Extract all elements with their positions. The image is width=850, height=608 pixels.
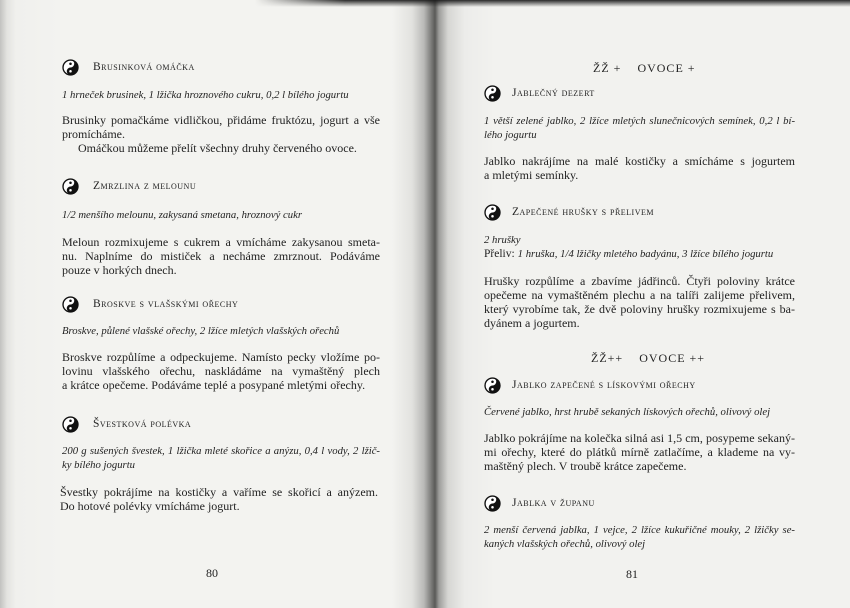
ingredients-line: ky bílého jogurtu: [62, 459, 136, 471]
ingredients-line: kaných vlašských ořechů, olivový olej: [484, 538, 646, 550]
method-line: dyánem a jogurtem.: [484, 316, 580, 330]
method-line: Jablko nakrájíme na malé kostičky a smícháme s jogurtem: [484, 154, 795, 168]
category-mark: ŽŽ++: [591, 351, 624, 365]
yin-yang-icon: [62, 416, 79, 433]
sauce-label: Přeliv:: [484, 248, 515, 260]
method-line: Hrušky rozpůlíme a zbavíme jádřinců. Čtyři poloviny krátce: [484, 274, 795, 288]
yin-yang-icon: [484, 204, 501, 221]
recipe-title: Zmrzlina z melounu: [93, 180, 197, 192]
ingredients-line: 200 g sušených švestek, 1 lžička mleté skořice a anýzu, 0,4 l vody, 2 lžič-: [62, 445, 380, 457]
recipe-title: Brusinková omáčka: [93, 61, 195, 73]
page-number: 81: [626, 567, 638, 581]
method-line: Meloun rozmixujeme s cukrem a vmícháme zakysanou smeta-: [62, 235, 380, 249]
sauce-line: [484, 247, 773, 261]
method-line: lovinu vlašského ořechu, naskládáme na vymaštěný plech: [62, 364, 380, 378]
yin-yang-icon: [62, 178, 79, 195]
yin-yang-icon: [484, 495, 501, 512]
method-line: a krátce opečeme. Podáváme teplé a posypané mletými ořechy.: [62, 378, 366, 392]
method-line: nu. Naplníme do mističek a necháme zmrznout. Podáváme: [62, 249, 380, 263]
ingredients-line: 1 větší zelené jablko, 2 lžíce mletých slunečnicových semínek, 0,2 l bí-: [484, 115, 795, 127]
method-line: a mletými semínky.: [484, 168, 579, 182]
page-number: 80: [206, 566, 218, 580]
recipe-title: Jablka v županu: [512, 497, 595, 509]
method-line: promícháme.: [62, 127, 125, 141]
recipe-title: Jablečný dezert: [512, 87, 595, 99]
ingredients-line: 1 hrneček brusinek, 1 lžička hroznového cukru, 0,2 l bílého jogurtu: [62, 89, 349, 101]
method-line: Švestky pokrájíme na kostičky a vaříme se skořicí a anýzem.: [60, 485, 378, 499]
recipe-title: Broskve s vlašskými ořechy: [93, 298, 239, 310]
ingredients-line: Broskve, půlené vlašské ořechy, 2 lžíce mletých vlašských ořechů: [62, 325, 340, 337]
category-label: OVOCE ++: [639, 351, 706, 365]
sauce-ingredients: 1 hruška, 1/4 lžičky mletého badyánu, 3 lžíce bílého jogurtu: [517, 248, 774, 260]
ingredients-line: lého jogurtu: [484, 129, 537, 141]
method-line: mi ořechy, které do plátků mírně zatlačíme, a klademe na vy-: [484, 445, 795, 459]
ingredients-line: 2 hrušky: [484, 234, 521, 246]
method-line: který vyrobíme tak, že dvě poloviny hrušky rozmixujeme s ba-: [484, 302, 795, 316]
yin-yang-icon: [484, 85, 501, 102]
method-line: Omáčkou můžeme přelít všechny druhy červeného ovoce.: [78, 141, 357, 155]
recipe-title: Švestková polévka: [93, 418, 192, 430]
ingredients-line: 2 menší červená jablka, 1 vejce, 2 lžíce kukuřičné mouky, 2 lžičky se-: [484, 524, 795, 536]
page-right: [428, 0, 850, 608]
category-heading: [591, 351, 705, 365]
method-line: Brusinky pomačkáme vidličkou, přidáme fruktózu, jogurt a vše: [62, 113, 380, 127]
ingredients-line: 1/2 menšího melounu, zakysaná smetana, hroznový cukr: [62, 209, 303, 221]
method-line: opečeme na vymaštěném plechu a na talíři zalijeme přelivem,: [484, 288, 795, 302]
method-line: Jablko pokrájíme na kolečka silná asi 1,5 cm, posypeme sekaný-: [484, 431, 795, 445]
yin-yang-icon: [62, 296, 79, 313]
yin-yang-icon: [62, 59, 79, 76]
ingredients-line: Červené jablko, hrst hrubě sekaných lískových ořechů, olivový olej: [484, 406, 771, 418]
category-label: OVOCE +: [637, 61, 696, 75]
method-line: pouze v horkých dnech.: [62, 263, 177, 277]
recipe-title: Jablko zapečené s lískovými ořechy: [512, 379, 696, 391]
method-line: Broskve rozpůlíme a odpeckujeme. Namísto pecky vložíme po-: [62, 350, 380, 364]
category-mark: ŽŽ +: [593, 61, 622, 75]
category-heading: [593, 61, 696, 75]
method-line: Do hotové polévky vmícháme jogurt.: [60, 499, 240, 513]
recipe-title: Zapečené hrušky s přelivem: [512, 206, 654, 218]
yin-yang-icon: [484, 377, 501, 394]
method-line: maštěný plech. V troubě krátce zapečeme.: [484, 459, 687, 473]
